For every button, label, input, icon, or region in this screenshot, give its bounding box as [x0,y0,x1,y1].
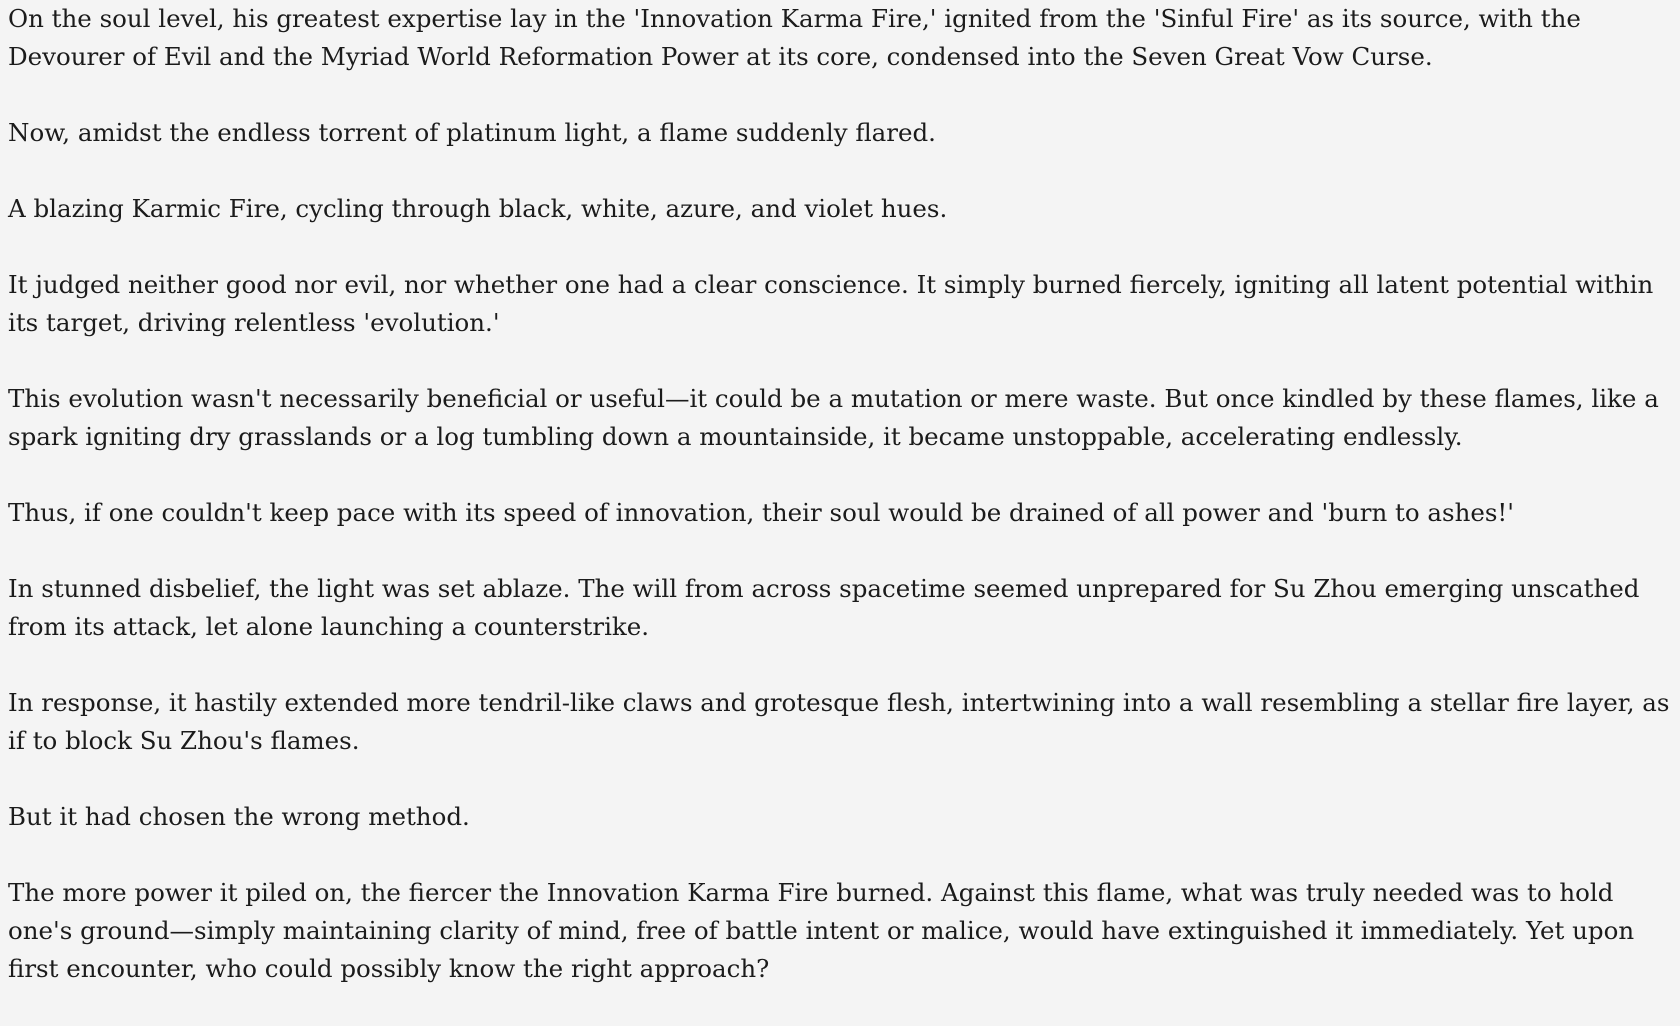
paragraph: This evolution wasn't necessarily beneficial or useful—it could be a mutation or mere waste. But once kindled by these flames, like a spark igniting dry grasslands or a log tumbling down a mountainside, it became unstoppable, accelerating endlessly. [8,384,1659,451]
chapter-body [8,0,1672,1026]
paragraph: In response, it hastily extended more tendril-like claws and grotesque flesh, intertwining into a wall resembling a stellar fire layer, as if to block Su Zhou's flames. [8,688,1670,755]
paragraph: But it had chosen the wrong method. [8,802,470,831]
paragraph: A blazing Karmic Fire, cycling through black, white, azure, and violet hues. [8,194,948,223]
paragraph: Thus, if one couldn't keep pace with its speed of innovation, their soul would be drained of all power and 'burn to ashes!' [8,498,1515,527]
paragraph: In stunned disbelief, the light was set ablaze. The will from across spacetime seemed unprepared for Su Zhou emerging unscathed from its attack, let alone launching a counterstrike. [8,574,1640,641]
paragraph: On the soul level, his greatest expertise lay in the 'Innovation Karma Fire,' ignited from the 'Sinful Fire' as its source, with the Devourer of Evil and the Myriad World Reformation Power at its core, condensed into the Seven Great Vow Curse. [8,4,1581,71]
paragraph: The more power it piled on, the fiercer the Innovation Karma Fire burned. Against this flame, what was truly needed was to hold one's ground—simply maintaining clarity of mind, free of battle intent or malice, would have extinguished it immediately. Yet upon first encounter, who could possibly know the right approach? [8,878,1635,983]
paragraph: Now, amidst the endless torrent of platinum light, a flame suddenly flared. [8,118,936,147]
paragraph: It judged neither good nor evil, nor whether one had a clear conscience. It simply burned fiercely, igniting all latent potential within its target, driving relentless 'evolution.' [8,270,1654,337]
